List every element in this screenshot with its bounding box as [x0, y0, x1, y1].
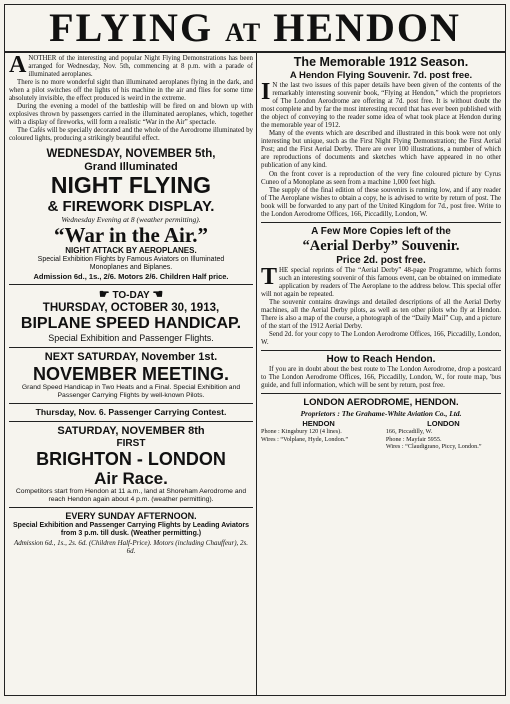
- meeting-date: NEXT SATURDAY, November 1st.: [44, 350, 218, 363]
- derby-text-1: HE special reprints of The “Aerial Derby” 48-page Programme, which forms such an interesting souvenir of this famous event, can be obtained on immediate application by readers of The Aeroplane to the address below. This special offer will not again be repeated.: [261, 266, 501, 298]
- masthead-word-at: AT: [225, 18, 262, 47]
- divider: [9, 284, 253, 285]
- race-date: SATURDAY, NOVEMBER 8th: [57, 424, 205, 437]
- masthead-word-hendon: HENDON: [273, 5, 461, 50]
- how-to-reach-article: [261, 354, 501, 390]
- derby-paragraph-1: [261, 263, 501, 299]
- contact-london: [386, 419, 501, 451]
- derby-price: Price 2d. post free.: [336, 254, 426, 266]
- contact-hendon-phone: Phone : Kingsbury 120 (4 lines).: [261, 428, 342, 436]
- contact-hendon: [261, 419, 376, 451]
- season-paragraph-3: On the front cover is a reproduction of the very fine coloured picture by Cyrus Cuneo of a Monoplane as seen from a machine 1,000 feet high.: [261, 170, 501, 186]
- intro-dropcap: A: [9, 55, 27, 78]
- contact-london-title: LONDON: [427, 419, 460, 429]
- today-title: BIPLANE SPEED HANDICAP.: [20, 314, 242, 332]
- aerodrome-proprietors: Proprietors : The Grahame-White Aviation Co., Ltd.: [300, 409, 462, 419]
- season-paragraph-1: [261, 79, 501, 130]
- divider: [9, 421, 253, 422]
- brighton-race-ad: [9, 425, 253, 504]
- aerodrome-title: LONDON AERODROME, HENDON.: [303, 397, 459, 409]
- night-grand: Grand Illuminated: [84, 160, 178, 173]
- race-subtitle: Competitors start from Hendon at 11 a.m., land at Shoreham Aerodrome and reach Hendon again about 4 p.m. (weather permitting).: [15, 487, 247, 503]
- night-attack: NIGHT ATTACK BY AEROPLANES.: [65, 245, 197, 255]
- night-flying-ad: [9, 148, 253, 281]
- left-column: [9, 55, 253, 692]
- derby-paragraph-2: The souvenir contains drawings and detailed descriptions of all the Aerial Derby machines, all the Aerial Derby pilots, as well as ten other pilots who fly at Hendon. There is also a map of the course, a photograph of the “Daily Mail” Cup, and a picture of the start of the 1912 Aerial Derby.: [261, 298, 501, 331]
- firework-title: & FIREWORK DISPLAY.: [47, 197, 215, 215]
- today-label: [9, 288, 253, 302]
- season-article: [261, 55, 501, 219]
- season-title: The Memorable 1912 Season.: [293, 55, 469, 69]
- contact-london-phone: Phone : Mayfair 5955.: [385, 435, 442, 443]
- contact-london-address: 166, Piccadilly, W.: [385, 428, 433, 436]
- aerodrome-footer: [261, 397, 501, 451]
- season-subtitle: A Hendon Flying Souvenir. 7d. post free.: [289, 70, 473, 81]
- war-title: “War in the Air.”: [53, 222, 209, 247]
- how-title: How to Reach Hendon.: [326, 354, 436, 366]
- divider: [261, 393, 501, 394]
- divider: [9, 507, 253, 508]
- meeting-subtitle: Grand Speed Handicap in Two Heats and a Final. Special Exhibition and Passenger Carrying Flights by well-known Pilots.: [21, 383, 241, 399]
- race-title-2: Air Race.: [94, 468, 168, 488]
- contact-hendon-wires: Wires : “Volplane, Hyde, London.”: [261, 435, 349, 443]
- derby-dropcap: T: [261, 263, 278, 290]
- contact-hendon-title: HENDON: [302, 419, 335, 429]
- divider: [261, 222, 501, 223]
- divider: [261, 350, 501, 351]
- night-special: Special Exhibition Flights by Famous Aviators on Illuminated Monoplanes and Biplanes.: [37, 255, 225, 271]
- november-meeting-ad: [9, 351, 253, 400]
- today-ad: [9, 288, 253, 344]
- how-text: If you are in doubt about the best route to The London Aerodrome, drop a postcard to The London Aerodrome Offices, 166, Piccadilly, London, W., for route map, 'bus guide, and full information, which will be sent by return, post free.: [261, 366, 501, 390]
- today-label-text: TO-DAY: [112, 289, 150, 301]
- season-paragraph-4: The supply of the final edition of these souvenirs is running low, and if any reader of The Aeroplane wishes to obtain a copy, he is advised to write by return of post. The book will be forwarded to any part of the United Kingdom for 7d., post free. Write to the London Aerodrome Offices, 166, Piccadilly, London, W.: [261, 186, 501, 218]
- race-title: BRIGHTON - LONDON: [36, 448, 226, 469]
- masthead-word-flying: FLYING: [49, 5, 214, 50]
- masthead-title: [5, 5, 505, 56]
- intro-paragraph-3: During the evening a model of the battleship will be fired on and blown up with explosives thrown by passengers carried in the illuminated aeroplanes, which, together with a display of fireworks, will form a realistic “War in the Air” spectacle.: [9, 103, 253, 127]
- pointing-hand-left-icon: ☛: [98, 286, 110, 301]
- pointing-hand-right-icon: ☚: [152, 286, 164, 301]
- column-divider: [256, 53, 257, 695]
- today-date: THURSDAY, OCTOBER 30, 1913,: [42, 301, 220, 314]
- derby-article: [261, 226, 501, 347]
- contest-line: Thursday, Nov. 6. Passenger Carrying Contest.: [35, 406, 227, 417]
- newspaper-page: [4, 4, 506, 696]
- divider: [9, 403, 253, 404]
- contact-columns: [261, 419, 501, 451]
- intro-article: [9, 55, 253, 144]
- night-title: NIGHT FLYING: [50, 171, 212, 198]
- night-admission: Admission 6d., 1s., 2/6. Motors 2/6. Children Half price.: [33, 271, 229, 281]
- sunday-line-2: Admission 6d., 1s., 2s. 6d. (Children Half-Price). Motors (including Chauffeur), 2s. 6d.: [13, 538, 249, 556]
- sunday-ad: [9, 511, 253, 556]
- masthead: [5, 5, 505, 53]
- intro-paragraph-2: There is no more wonderful sight than illuminated aeroplanes flying in the dark, and when a pilot switches off the lights of his machine in the air and flies for some time absolutely invisible, the effect produced is weird in the extreme.: [9, 79, 253, 103]
- season-text-1: N the last two issues of this paper details have been given of the contents of the remarkably interesting souvenir book, “Flying at Hendon,” which the proprietors of The London Aerodrome are offering at 7d. post free. It is without doubt the most complete and by far the most interesting record that has ever been published with the object of conveying to the reader some idea of what took place at Hendon during the memorable year of 1912.: [261, 82, 501, 130]
- race-first: FIRST: [116, 437, 146, 449]
- intro-text-1: NOTHER of the interesting and popular Night Flying Demonstrations has been arranged for Wednesday, Nov. 5th, commencing at 8 p.m. with a parade of illuminated aeroplanes.: [28, 55, 253, 79]
- night-subtitle: Wednesday Evening at 8 (weather permitting).: [61, 214, 201, 224]
- today-subtitle: Special Exhibition and Passenger Flights.: [48, 332, 214, 343]
- season-paragraph-2: Many of the events which are described and illustrated in this book were not only interesting but unique, such as the First Night Flying Demonstration; the First Aerial Post; and the First Aerial Derby. There are over 100 illustrations, a number of which are reproductions of documents and sketches which have appeared in no other publication of any kind.: [261, 130, 501, 170]
- derby-title-1: A Few More Copies left of the: [311, 225, 451, 237]
- right-column: [261, 55, 501, 692]
- intro-paragraph-1: [9, 55, 253, 79]
- season-dropcap: I: [261, 79, 271, 105]
- contact-london-wires: Wires : “Claudigrano, Piccy, London.”: [385, 443, 482, 451]
- sunday-line-1: Special Exhibition and Passenger Carrying Flights by Leading Aviators from 3 p.m. till dusk. (Weather permitting.): [13, 521, 249, 538]
- sunday-title: EVERY SUNDAY AFTERNOON.: [65, 510, 197, 521]
- derby-paragraph-3: Send 2d. for your copy to The London Aerodrome Offices, 166, Piccadilly, London, W.: [261, 331, 501, 347]
- meeting-title: NOVEMBER MEETING.: [32, 363, 229, 384]
- intro-paragraph-4: The Cafés will be specially decorated and the whole of the Aerodrome illuminated by coloured lights, producing a strikingly beautiful effect.: [9, 127, 253, 143]
- derby-title-2: “Aerial Derby” Souvenir.: [302, 237, 460, 254]
- night-date: WEDNESDAY, NOVEMBER 5th,: [46, 147, 216, 160]
- divider: [9, 347, 253, 348]
